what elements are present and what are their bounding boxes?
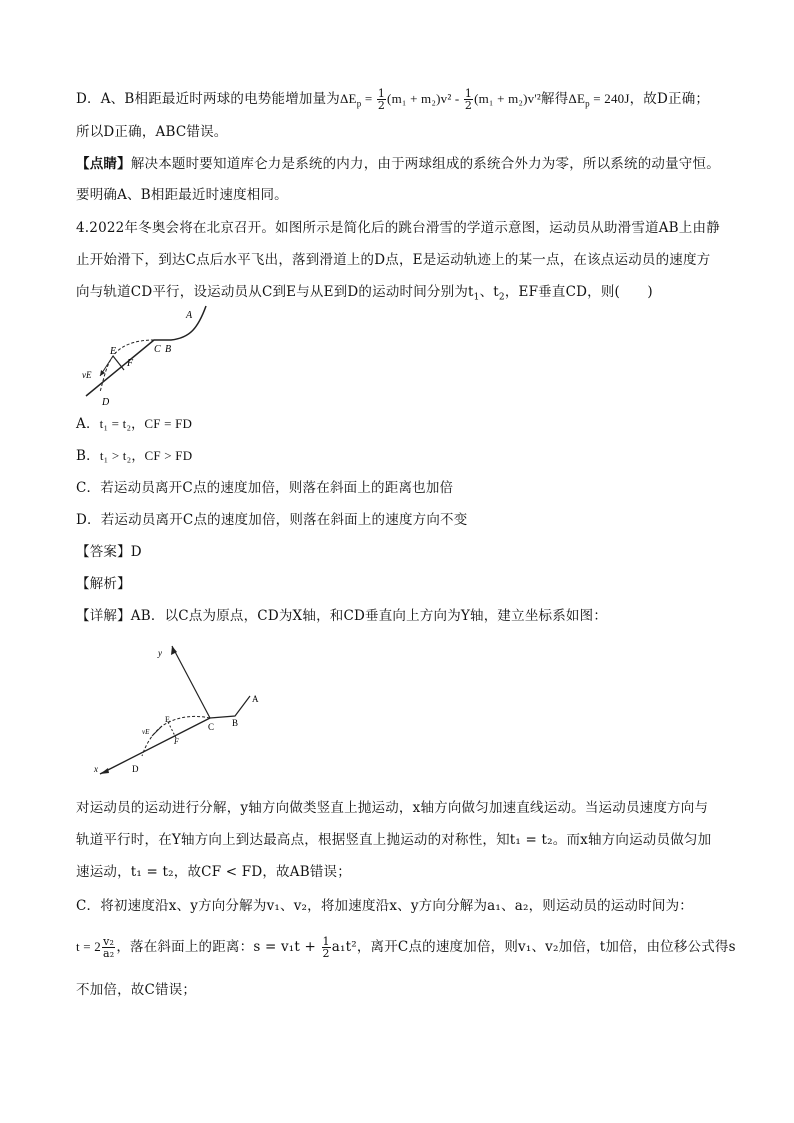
para2-line-3: 不加倍，故C错误； xyxy=(76,982,197,998)
para1-line-3: 速运动，t₁ = t₂，故CF < FD，故AB错误； xyxy=(76,864,351,880)
label-d2: D xyxy=(132,764,139,774)
delta-ep-symbol: $\Delta E_p$ xyxy=(340,91,362,109)
result-value: = 240J xyxy=(589,91,630,106)
option-c: C．若运动员离开C点的速度加倍，则落在斜面上的距离也加倍 xyxy=(76,480,454,496)
dianjing-line-2: 要明确A、B相距最近时速度相同。 xyxy=(76,187,288,203)
term-2: (m₁ + m₂)v'² xyxy=(474,91,541,106)
velocity-arrow-2 xyxy=(152,726,162,736)
option-a: A．t₁ = t₂，CF = FD xyxy=(76,416,193,432)
ski-jump-figure xyxy=(76,300,216,410)
para2-line-2: t = 2 $\frac{\text{v₂}}{\text{a₂}}$ ，落在斜面上的距离：s = v₁t + $\frac{1}{2}$ a₁t²，离开C点的速度加倍，则v₁、v₂加倍，t加倍，由位移公式得s xyxy=(76,935,736,960)
label-e2: E xyxy=(165,715,170,724)
para1-line-1: 对运动员的运动进行分解，y轴方向做类竖直上抛运动，x轴方向做匀加速直线运动。当运动员速度方向与 xyxy=(76,800,709,816)
label-c: C xyxy=(154,344,161,355)
label-f: F xyxy=(127,358,134,369)
fraction-half-1: $\frac{1}{2}$ xyxy=(377,87,386,112)
label-e: E xyxy=(110,346,117,357)
fraction-half-2: $\frac{1}{2}$ xyxy=(464,87,473,112)
term-1: (m₁ + m₂)v² xyxy=(387,91,452,106)
part-d-prefix: D．A、B相距最近时两球的电势能增加量为 xyxy=(76,91,340,107)
label-y: y xyxy=(158,648,162,658)
label-f2: F xyxy=(174,737,179,746)
coordinate-figure xyxy=(90,640,280,780)
label-ve2: vE xyxy=(142,728,150,736)
para2-line-1: C．将初速度沿x、y方向分解为v₁、v₂，将加速度沿x、y方向分解为a₁、a₂，则运动员的运动时间为： xyxy=(76,898,694,914)
para1-line-2: 轨道平行时，在Y轴方向上到达最高点，根据竖直上抛运动的对称性，知t₁ = t₂。而x轴方向运动员做匀加 xyxy=(76,832,712,848)
fraction-v2-a2: $\frac{\text{v₂}}{\text{a₂}}$ xyxy=(102,935,115,960)
option-b: B．t₁ > t₂，CF > FD xyxy=(76,448,193,464)
fraction-half-3: $\frac{1}{2}$ xyxy=(322,935,330,960)
analysis-title: 【解析】 xyxy=(76,576,131,592)
label-b2: B xyxy=(232,718,239,728)
part-d-solution-line: D．A、B相距最近时两球的电势能增加量为$\Delta E_p$ = $\frac{1}{2}$ (m₁ + m₂)v² - $\frac{1}{2}$ (m₁ + m₂)v'²解得$\Delta E_p = 240J$，故D正确； xyxy=(76,87,710,112)
label-x: x xyxy=(94,764,98,774)
dianjing-line-1: 【点睛】解决本题时要知道库仑力是系统的内力，由于两球组成的系统合外力为零，所以系统的动量守恒。 xyxy=(76,156,720,172)
conclusion-line: 所以D正确，ABC错误。 xyxy=(76,124,228,140)
question-line-3: 向与轨道CD平行，设运动员从C到E与从E到D的运动时间分别为$t_1$、$t_2$，EF垂直CD，则( ) xyxy=(76,284,653,303)
x-axis-cd xyxy=(100,718,210,774)
answer-line: 【答案】D xyxy=(76,544,142,560)
dianjing-label: 【点睛】 xyxy=(76,156,131,172)
label-ve: vE xyxy=(82,370,92,380)
slope-ab xyxy=(210,696,250,718)
label-a2: A xyxy=(252,694,259,704)
label-a: A xyxy=(186,310,193,321)
question-line-2: 止开始滑下，到达C点后水平飞出，落到滑道上的D点，E是运动轨迹上的某一点，在该点运动员的速度方 xyxy=(76,252,711,268)
delta-ep-symbol-2: $\Delta E_p$ xyxy=(568,91,590,109)
detail-line: 【详解】AB．以C点为原点，CD为X轴，和CD垂直向上方向为Y轴，建立坐标系如图： xyxy=(76,608,608,624)
option-d: D．若运动员离开C点的速度加倍，则落在斜面上的速度方向不变 xyxy=(76,512,468,528)
ef-segment xyxy=(113,356,124,370)
question-line-1: 4.2022年冬奥会将在北京召开。如图所示是简化后的跳台滑雪的学道示意图，运动员从助滑雪道AB上由静 xyxy=(76,220,720,236)
label-c2: C xyxy=(208,722,215,732)
label-b: B xyxy=(165,344,172,355)
label-d: D xyxy=(102,397,110,408)
y-axis xyxy=(172,646,210,718)
